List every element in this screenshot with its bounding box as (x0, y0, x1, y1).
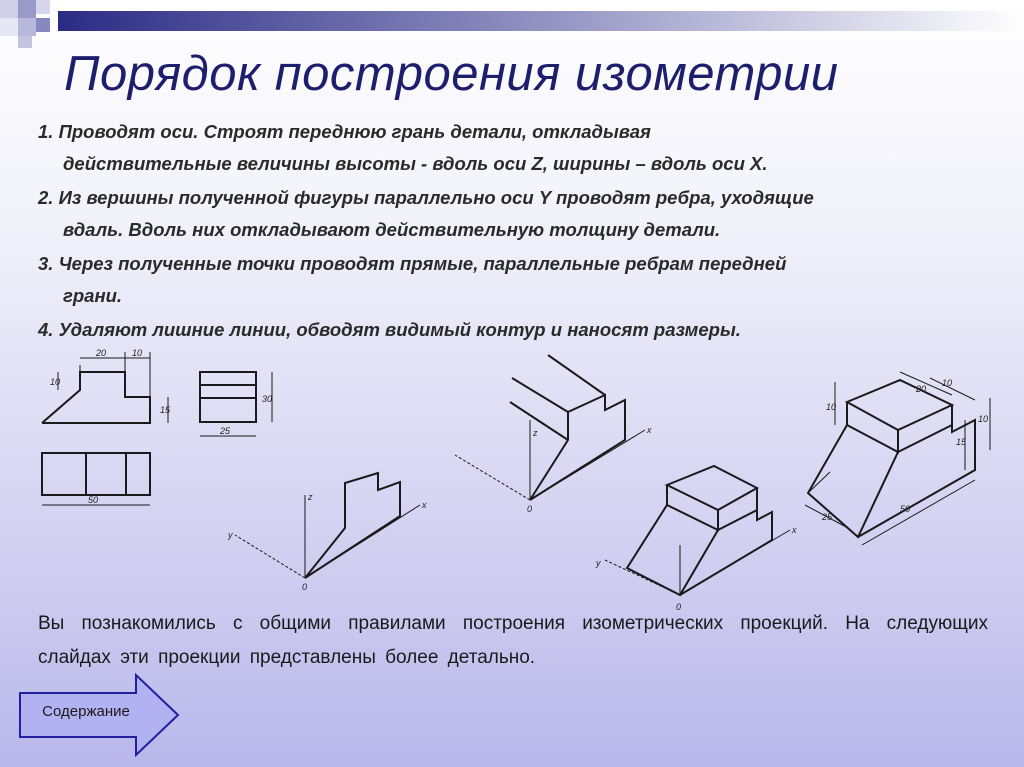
iso-step-4-drawing (805, 372, 990, 545)
iso-step-1-drawing (235, 473, 420, 578)
axis-label-y: y (228, 530, 233, 540)
steps-list (38, 116, 1008, 348)
dim-label: 20 (916, 384, 927, 394)
dim-label: 20 (96, 348, 107, 358)
summary-note: Вы познакомились с общими правилами построения изометрических проекций. На следующих слайдах эти проекции представлены более детально. (38, 613, 988, 668)
axis-label-x: x (792, 525, 797, 535)
axis-label-x: x (422, 500, 427, 510)
step-2-line-2: вдаль. Вдоль них откладывают действительную толщину детали. (63, 219, 721, 240)
dim-label: 10 (826, 402, 837, 412)
dim-label: 30 (262, 394, 273, 404)
axis-label-origin: 0 (302, 582, 308, 592)
dim-label: 50 (900, 504, 911, 514)
slide-title: Порядок построения изометрии (64, 47, 839, 101)
step-3-line-1: 3. Через полученные точки проводят прямые, параллельные ребрам передней (38, 253, 787, 274)
iso-step-2-drawing (455, 355, 645, 500)
dim-label: 25 (822, 512, 833, 522)
dim-label: 10 (942, 378, 953, 388)
step-2-line-1: 2. Из вершины полученной фигуры параллельно оси Y проводят ребра, уходящие (38, 187, 814, 208)
step-2 (38, 182, 1008, 246)
side-view-drawing (200, 372, 272, 436)
step-1-line-2: действительные величины высоты - вдоль оси Z, ширины – вдоль оси X. (63, 153, 768, 174)
isometric-drawings (0, 340, 1024, 620)
contents-nav-label: Содержание (42, 703, 130, 720)
axis-label-x: x (647, 425, 652, 435)
step-4-line-1: 4. Удаляют лишние линии, обводят видимый контур и наносят размеры. (38, 319, 741, 340)
axis-label-z: z (308, 492, 313, 502)
contents-nav-button[interactable] (18, 673, 182, 757)
axis-label-origin: 0 (527, 504, 533, 514)
axis-label-origin: 0 (676, 602, 682, 612)
header-decoration (0, 0, 1024, 48)
dim-label: 15 (160, 405, 171, 415)
axis-label-z: z (533, 428, 538, 438)
step-3 (38, 248, 1008, 312)
axis-label-y: y (596, 558, 601, 568)
dim-label: 25 (220, 426, 231, 436)
dim-label: 10 (132, 348, 143, 358)
dim-label: 10 (50, 377, 61, 387)
dim-label: 15 (956, 437, 967, 447)
iso-step-3-drawing (605, 466, 790, 595)
front-view-drawing (42, 352, 168, 423)
dim-label: 50 (88, 495, 99, 505)
step-1 (38, 116, 1008, 180)
dim-label: 10 (978, 414, 989, 424)
step-1-line-1: 1. Проводят оси. Строят переднюю грань детали, откладывая (38, 121, 651, 142)
step-3-line-2: грани. (63, 285, 123, 306)
